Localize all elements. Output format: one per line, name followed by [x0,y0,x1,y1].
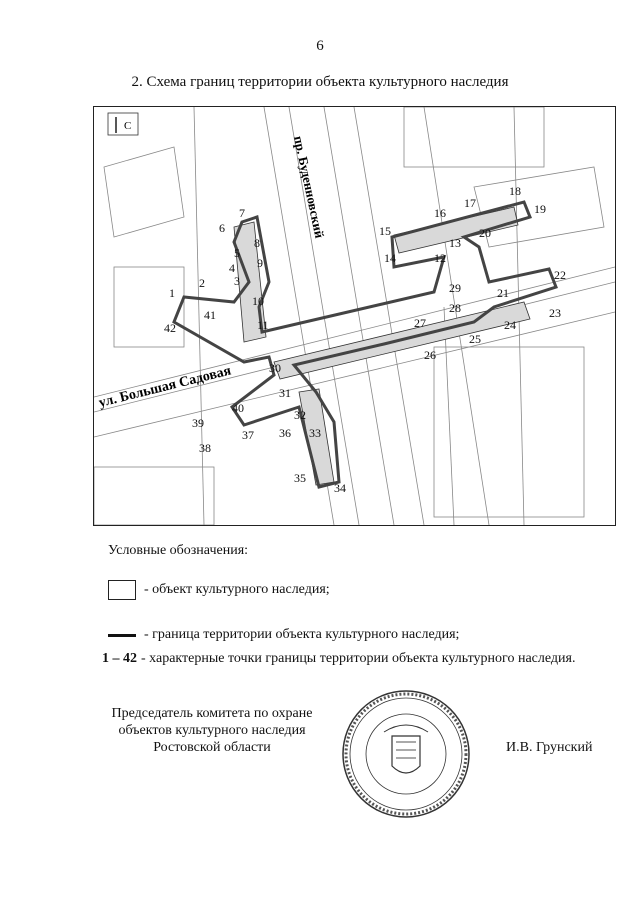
point-label-29: 29 [449,281,461,295]
point-label-7: 7 [239,206,245,220]
boundary-map [93,106,616,526]
point-label-12: 12 [434,251,446,265]
point-label-13: 13 [449,236,461,250]
point-label-41: 41 [204,308,216,322]
north-label: С [124,120,132,132]
legend-title: Условные обозначения: [108,543,249,558]
street-label-cross: пр. Буденновский [291,134,328,240]
point-label-39: 39 [192,416,204,430]
point-label-24: 24 [504,318,516,332]
point-label-27: 27 [414,316,426,330]
point-label-22: 22 [554,268,566,282]
point-label-37: 37 [242,428,254,442]
legend-boundary-symbol [108,634,136,637]
map-svg [94,107,615,525]
legend-points-label: - характерные точки границы территории объекта культурного наследия. [141,651,576,666]
point-label-40: 40 [232,401,244,415]
legend-points-range: 1 – 42 [102,651,137,666]
point-label-14: 14 [384,251,396,265]
legend-object-label: - объект культурного наследия; [144,582,330,597]
legend-boundary-label: - граница территории объекта культурного наследия; [144,627,460,642]
point-label-6: 6 [219,221,225,235]
point-label-3: 3 [234,274,240,288]
legend-object-row [108,580,330,600]
point-label-23: 23 [549,306,561,320]
point-label-32: 32 [294,408,306,422]
point-label-21: 21 [497,286,509,300]
legend-points-row [102,651,575,667]
chair-title: Председатель комитета по охране объектов культурного наследия Ростовской области [111,706,313,755]
street-label-main: ул. Большая Садовая [97,363,233,411]
point-label-31: 31 [279,386,291,400]
point-label-34: 34 [334,481,346,495]
map-background-lines [94,107,615,525]
signer-name: И.В. Грунский [506,740,593,755]
legend-object-symbol [108,580,136,600]
point-label-10: 10 [252,294,264,308]
point-label-36: 36 [279,426,291,440]
point-label-15: 15 [379,224,391,238]
point-label-2: 2 [199,276,205,290]
point-label-30: 30 [269,361,281,375]
point-label-35: 35 [294,471,306,485]
point-label-5: 5 [234,246,240,260]
point-label-20: 20 [479,226,491,240]
point-label-19: 19 [534,202,546,216]
point-label-42: 42 [164,321,176,335]
page-number: 6 [316,38,324,54]
point-label-17: 17 [464,196,476,210]
point-label-9: 9 [257,256,263,270]
point-label-38: 38 [199,441,211,455]
point-labels [164,184,566,495]
point-label-1: 1 [169,286,175,300]
point-label-8: 8 [254,236,260,250]
point-label-28: 28 [449,301,461,315]
point-label-25: 25 [469,332,481,346]
point-label-33: 33 [309,426,321,440]
point-label-11: 11 [257,318,269,332]
point-label-16: 16 [434,206,446,220]
north-arrow [108,113,138,135]
point-label-4: 4 [229,261,235,275]
point-label-18: 18 [509,184,521,198]
section-title: 2. Схема границ территории объекта культурного наследия [131,74,509,90]
official-seal [340,688,472,820]
legend-boundary-row [108,627,459,643]
point-label-26: 26 [424,348,436,362]
